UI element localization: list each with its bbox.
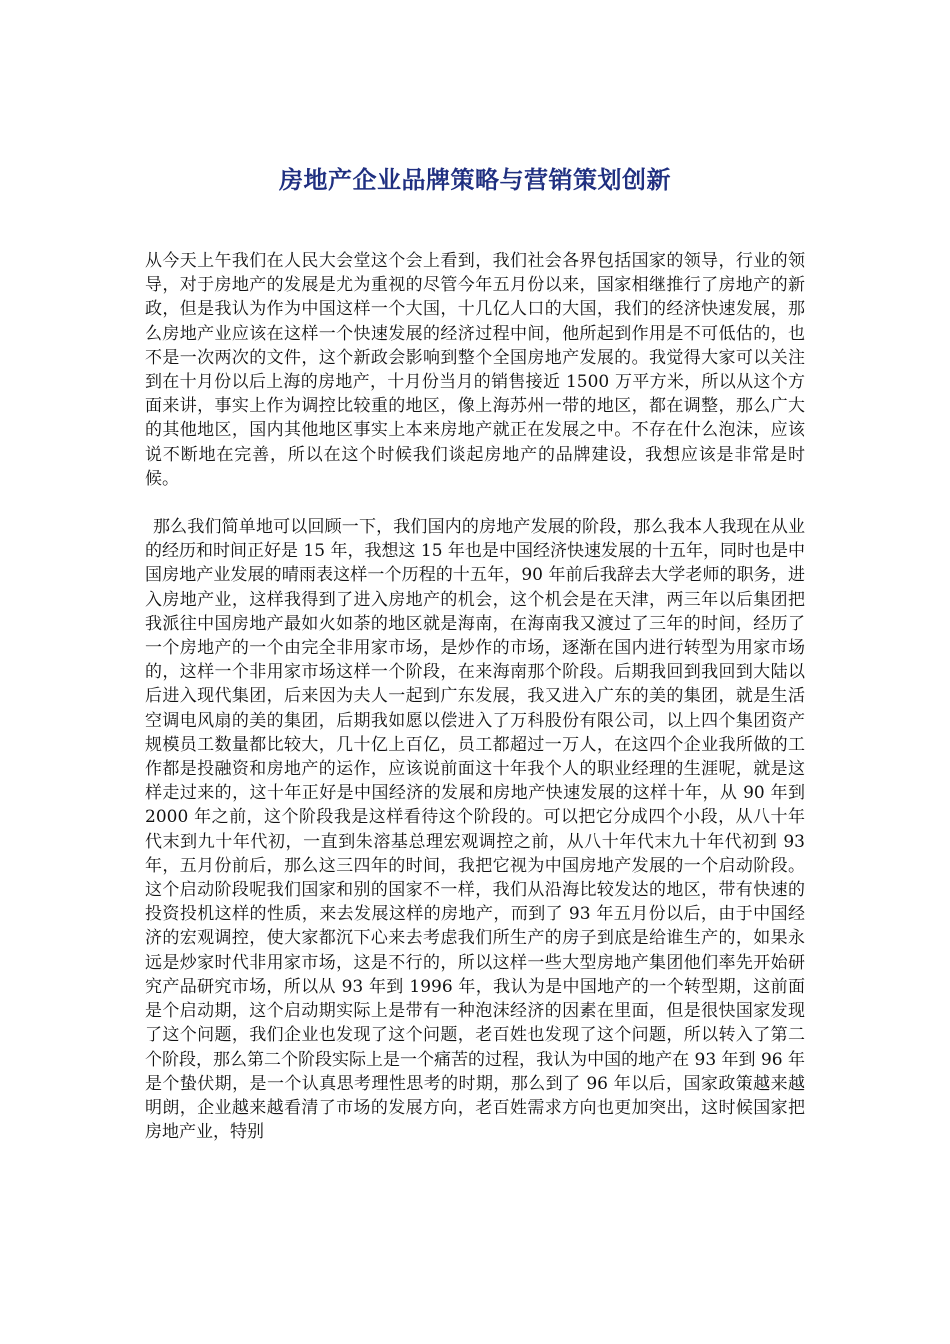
document-title: 房地产企业品牌策略与营销策划创新 bbox=[279, 165, 671, 194]
paragraph-1: 从今天上午我们在人民大会堂这个会上看到，我们社会各界包括国家的领导，行业的领导，对于房地产的发展是尤为重视的尽管今年五月份以来，国家相继推行了房地产的新政，但是我认为作为中国这样一个大国，十几亿人口的大国，我们的经济快速发展，那么房地产业应该在这样一个快速发展的经济过程中间，他所起到作用是不可低估的，也不是一次两次的文件，这个新政会影响到整个全国房地产发展的。我觉得大家可以关注到在十月份以后上海的房地产，十月份当月的销售接近 1500 万平方米，所以从这个方面来讲，事实上作为调控比较重的地区，像上海苏州一带的地区，都在调整，那么广大的其他地区，国内其他地区事实上本来房地产就正在发展之中。不存在什么泡沫，应该说不断地在完善，所以在这个时候我们谈起房地产的品牌建设，我想应该是非常是时候。 bbox=[145, 251, 805, 489]
document-body bbox=[145, 249, 805, 1144]
paragraph-2: 那么我们简单地可以回顾一下，我们国内的房地产发展的阶段，那么我本人我现在从业的经历和时间正好是 15 年，我想这 15 年也是中国经济快速发展的十五年，同时也是中国房地产业发展的晴雨表这样一个历程的十五年，90 年前后我辞去大学老师的职务，进入房地产业，这样我得到了进入房地产的机会，这个机会是在天津，两三年以后集团把我派往中国房地产最如火如荼的地区就是海南，在海南我又渡过了三年的时间，经历了一个房地产的一个由完全非用家市场，是炒作的市场，逐渐在国内进行转型为用家市场的，这样一个非用家市场这样一个阶段，在来海南那个阶段。后期我回到我回到大陆以后进入现代集团，后来因为夫人一起到广东发展，我又进入广东的美的集团，就是生活空调电风扇的美的集团，后期我如愿以偿进入了万科股份有限公司，以上四个集团资产规模员工数量都比较大，几十亿上百亿，员工都超过一万人，在这四个企业我所做的工作都是投融资和房地产的运作，应该说前面这十年我个人的职业经理的生涯呢，就是这样走过来的，这十年正好是中国经济的发展和房地产快速发展的这样十年，从 90 年到 2000 年之前，这个阶段我是这样看待这个阶段的。可以把它分成四个小段，从八十年代末到九十年代初，一直到朱溶基总理宏观调控之前，从八十年代末九十年代初到 93 年，五月份前后，那么这三四年的时间，我把它视为中国房地产发展的一个启动阶段。这个启动阶段呢我们国家和别的国家不一样，我们从沿海比较发达的地区，带有快速的投资投机这样的性质，来去发展这样的房地产，而到了 93 年五月份以后，由于中国经济的宏观调控，使大家都沉下心来去考虑我们所生产的房子到底是给谁生产的，如果永远是炒家时代非用家市场，这是不行的，所以这样一些大型房地产集团他们率先开始研究产品研究市场，所以从 93 年到 1996 年，我认为是中国地产的一个转型期，这前面是个启动期，这个启动期实际上是带有一种泡沫经济的因素在里面，但是很快国家发现了这个问题，我们企业也发现了这个问题，老百姓也发现了这个问题，所以转入了第二个阶段，那么第二个阶段实际上是一个痛苦的过程，我认为中国的地产在 93 年到 96 年是个蛰伏期，是一个认真思考理性思考的时期，那么到了 96 年以后，国家政策越来越明朗，企业越来越看清了市场的发展方向，老百姓需求方向也更加突出，这时候国家把房地产业，特别 bbox=[145, 517, 805, 1143]
